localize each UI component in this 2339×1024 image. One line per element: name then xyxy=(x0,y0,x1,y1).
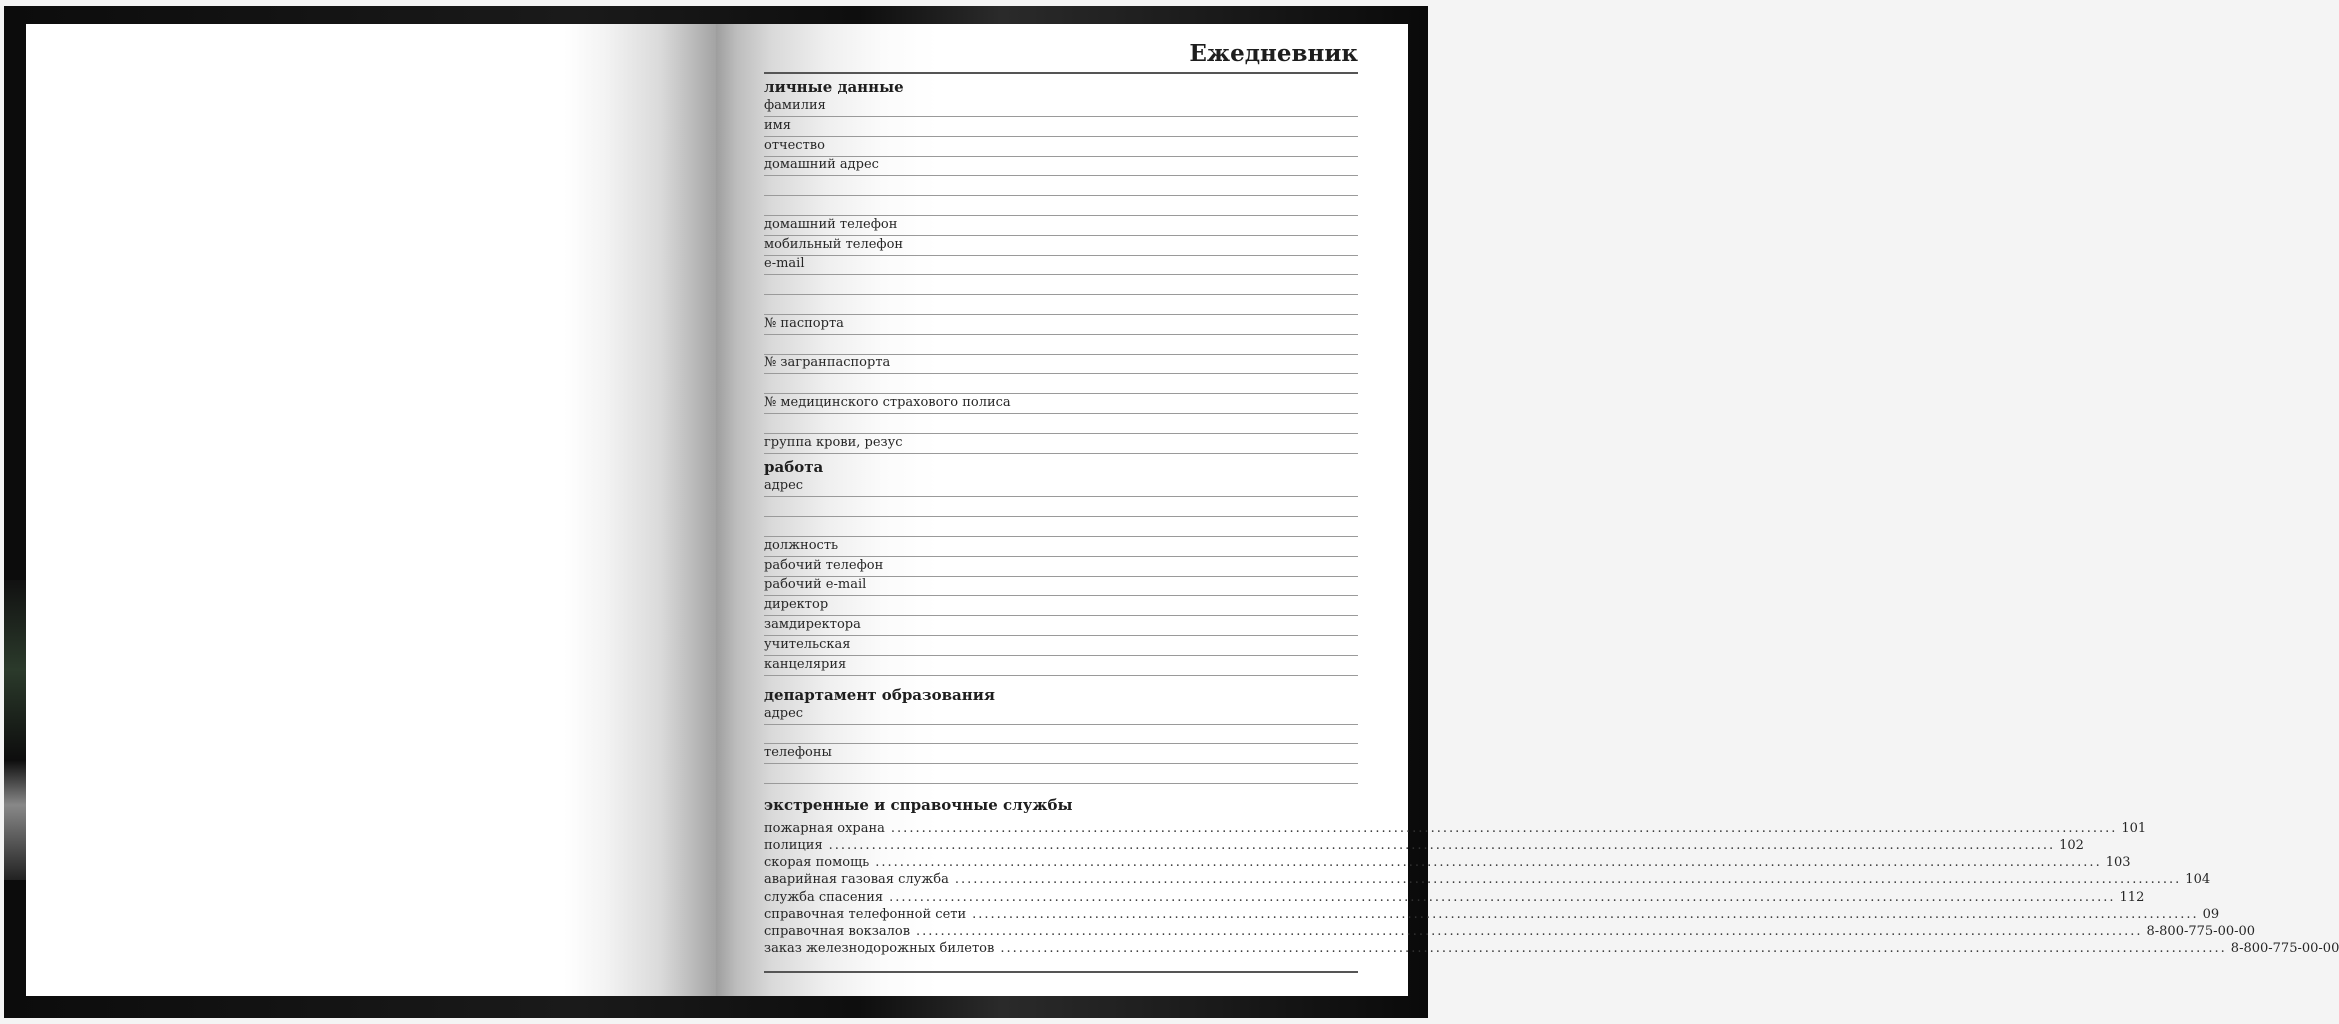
form-field-line[interactable] xyxy=(764,577,1358,596)
blank-line[interactable] xyxy=(764,197,1358,216)
blank-line[interactable] xyxy=(764,276,1358,295)
blank-line[interactable] xyxy=(764,296,1358,315)
form-field-line[interactable] xyxy=(764,395,1358,414)
service-number: 102 xyxy=(2059,838,2084,854)
service-entry xyxy=(764,854,2131,871)
blank-line[interactable] xyxy=(764,498,1358,517)
dot-leader: ........................................................................................................................................................................................................ xyxy=(1000,941,2227,957)
field-label: фамилия xyxy=(764,98,826,113)
education-section xyxy=(764,682,1358,784)
section-heading: работа xyxy=(764,458,824,477)
field-label: отчество xyxy=(764,137,825,153)
personal-section xyxy=(764,74,1358,454)
dot-leader: ........................................................................................................................................................................................................ xyxy=(889,889,2116,905)
form-field-line[interactable] xyxy=(764,597,1358,616)
form-field-line[interactable] xyxy=(764,657,1358,676)
form-field-line[interactable] xyxy=(764,706,1358,725)
service-number: 8-800-775-00-00 xyxy=(2230,941,2339,957)
service-name: скорая помощь xyxy=(764,855,870,871)
field-label: № загранпаспорта xyxy=(764,355,891,371)
planner-info-page xyxy=(764,36,2339,973)
dot-leader: ........................................................................................................................................................................................................ xyxy=(916,924,2143,940)
service-entry xyxy=(764,940,2339,957)
service-number: 8-800-775-00-00 xyxy=(2146,924,2256,940)
blank-line[interactable] xyxy=(764,375,1358,394)
field-label: имя xyxy=(764,117,791,133)
dot-leader: ........................................................................................................................................................................................................ xyxy=(954,872,2182,888)
service-name: служба спасения xyxy=(764,889,884,905)
education-fields xyxy=(764,706,1358,784)
dot-leader: ........................................................................................................................................................................................................ xyxy=(828,838,2056,854)
field-label: группа крови, резус xyxy=(764,434,903,450)
blank-line[interactable] xyxy=(764,725,1358,744)
blank-line[interactable] xyxy=(764,415,1358,434)
service-name: полиция xyxy=(764,838,823,854)
left-page-blank xyxy=(26,24,716,996)
personal-fields xyxy=(764,98,1358,454)
form-field-line[interactable] xyxy=(764,138,1358,157)
section-heading: личные данные xyxy=(764,78,904,96)
service-entry xyxy=(764,871,2211,888)
services-section xyxy=(764,792,2339,974)
field-label: мобильный телефон xyxy=(764,236,904,252)
field-label: домашний телефон xyxy=(764,216,898,232)
field-label: директор xyxy=(764,597,829,613)
form-field-line[interactable] xyxy=(764,98,1358,117)
service-name: справочная телефонной сети xyxy=(764,906,967,922)
form-field-line[interactable] xyxy=(764,435,1358,454)
section-heading: экстренные и справочные службы xyxy=(764,795,1073,814)
services-list xyxy=(764,820,2339,958)
service-number: 103 xyxy=(2105,855,2131,871)
form-field-line[interactable] xyxy=(764,316,1358,335)
field-label: № паспорта xyxy=(764,315,844,331)
service-entry xyxy=(764,889,2145,906)
field-label: адрес xyxy=(764,478,804,494)
dot-leader: ........................................................................................................................................................................................................ xyxy=(875,855,2102,871)
field-label: рабочий телефон xyxy=(764,557,884,573)
dot-leader: ........................................................................................................................................................................................................ xyxy=(890,820,2118,836)
work-fields xyxy=(764,478,1358,675)
form-field-line[interactable] xyxy=(764,217,1358,236)
blank-line[interactable] xyxy=(764,765,1358,784)
blank-line[interactable] xyxy=(764,177,1358,196)
field-label: e-mail xyxy=(764,256,805,272)
field-label: домашний адрес xyxy=(764,157,879,173)
form-field-line[interactable] xyxy=(764,157,1358,176)
field-label: учительская xyxy=(764,636,851,652)
service-number: 09 xyxy=(2202,906,2220,922)
field-label: замдиректора xyxy=(764,616,861,632)
service-name: пожарная охрана xyxy=(764,820,885,836)
service-number: 101 xyxy=(2121,820,2147,836)
form-field-line[interactable] xyxy=(764,558,1358,577)
service-entry xyxy=(764,923,2256,940)
service-name: справочная вокзалов xyxy=(764,924,911,940)
field-label: адрес xyxy=(764,705,804,721)
form-field-line[interactable] xyxy=(764,617,1358,636)
dot-leader: ........................................................................................................................................................................................................ xyxy=(972,906,2199,922)
service-number: 104 xyxy=(2185,872,2211,888)
service-name: заказ железнодорожных билетов xyxy=(764,941,995,957)
form-field-line[interactable] xyxy=(764,538,1358,557)
form-field-line[interactable] xyxy=(764,256,1358,275)
field-label: должность xyxy=(764,537,839,553)
cover-edge-decoration xyxy=(4,580,26,880)
blank-line[interactable] xyxy=(764,336,1358,355)
blank-line[interactable] xyxy=(764,518,1358,537)
form-field-line[interactable] xyxy=(764,237,1358,256)
bottom-divider xyxy=(764,971,1358,973)
page-title: Ежедневник xyxy=(1189,40,1358,67)
service-entry xyxy=(764,837,2084,854)
field-label: телефоны xyxy=(764,745,832,761)
form-field-line[interactable] xyxy=(764,745,1358,764)
service-entry xyxy=(764,906,2220,923)
field-label: рабочий e-mail xyxy=(764,577,867,593)
form-field-line[interactable] xyxy=(764,118,1358,137)
field-label: канцелярия xyxy=(764,656,847,672)
section-heading: департамент образования xyxy=(764,685,995,704)
work-section xyxy=(764,454,1358,675)
service-name: аварийная газовая служба xyxy=(764,872,949,888)
field-label: № медицинского страхового полиса xyxy=(764,394,1011,410)
form-field-line[interactable] xyxy=(764,478,1358,497)
form-field-line[interactable] xyxy=(764,637,1358,656)
form-field-line[interactable] xyxy=(764,355,1358,374)
service-number: 112 xyxy=(2119,889,2145,905)
service-entry xyxy=(764,820,2147,837)
